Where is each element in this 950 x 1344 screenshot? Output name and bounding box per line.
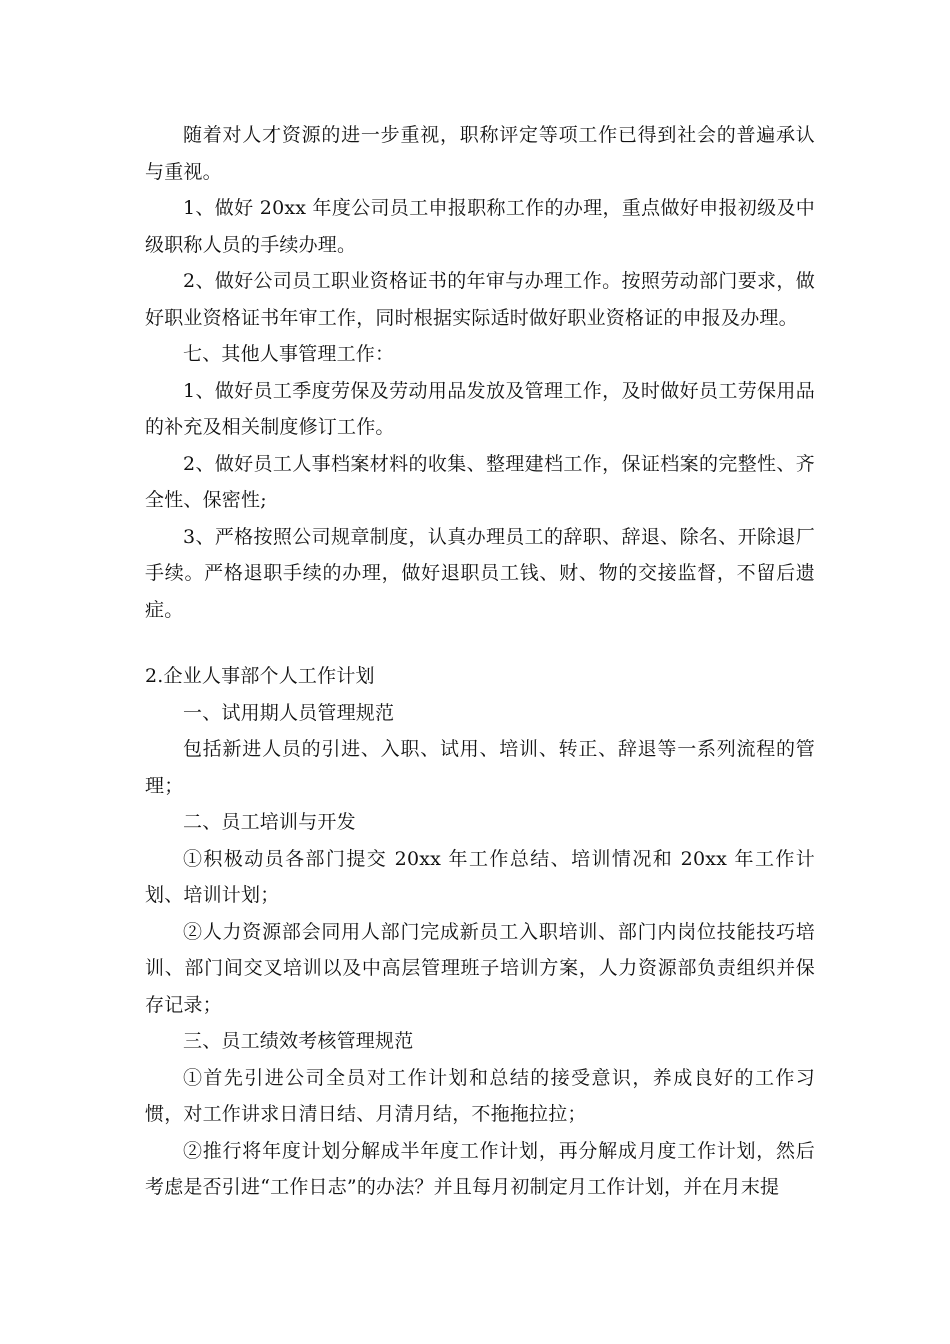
paragraph-resignation-procedures: 3、严格按照公司规章制度，认真办理员工的辞职、辞退、除名、开除退厂手续。严格退职手续的办理，做好退职员工钱、财、物的交接监督，不留后遗症。 (145, 525, 815, 621)
paragraph-personnel-files: 2、做好员工人事档案材料的收集、整理建档工作，保证档案的完整性、齐全性、保密性; (145, 452, 815, 511)
document-body (145, 117, 815, 1206)
section-spacer (145, 628, 815, 658)
paragraph-training-plan: ①积极动员各部门提交 20xx 年工作总结、培训情况和 20xx 年工作计划、培训计划； (145, 847, 815, 906)
paragraph-title-application: 1、做好 20xx 年度公司员工申报职称工作的办理，重点做好申报初级及中级职称人员的手续办理。 (145, 197, 815, 256)
paragraph-recognition: 随着对人才资源的进一步重视，职称评定等项工作已得到社会的普遍承认与重视。 (145, 124, 815, 183)
paragraph-work-habits: ①首先引进公司全员对工作计划和总结的接受意识，养成良好的工作习惯，对工作讲求日清日结、月清月结，不拖拖拉拉； (145, 1066, 815, 1125)
paragraph-probation-process: 包括新进人员的引进、入职、试用、培训、转正、辞退等一系列流程的管理； (145, 738, 815, 797)
subheading-performance: 三、员工绩效考核管理规范 (183, 1030, 414, 1052)
subheading-training: 二、员工培训与开发 (183, 811, 356, 833)
section-heading: 2.企业人事部个人工作计划 (145, 665, 375, 687)
paragraph-training-records: ②人力资源部会同用人部门完成新员工入职培训、部门内岗位技能技巧培训、部门间交叉培训以及中高层管理班子培训方案，人力资源部负责组织并保存记录； (145, 920, 815, 1016)
paragraph-plan-breakdown: ②推行将年度计划分解成半年度工作计划，再分解成月度工作计划，然后考虑是否引进“工作日志”的办法？并且每月初制定月工作计划，并在月末提 (145, 1139, 815, 1198)
paragraph-labor-protection: 1、做好员工季度劳保及劳动用品发放及管理工作，及时做好员工劳保用品的补充及相关制度修订工作。 (145, 379, 815, 438)
paragraph-qualification-certificate: 2、做好公司员工职业资格证书的年审与办理工作。按照劳动部门要求，做好职业资格证书年审工作，同时根据实际适时做好职业资格证的申报及办理。 (145, 270, 815, 329)
section-other-hr-work: 七、其他人事管理工作： (183, 343, 395, 365)
subheading-probation: 一、试用期人员管理规范 (183, 701, 395, 724)
